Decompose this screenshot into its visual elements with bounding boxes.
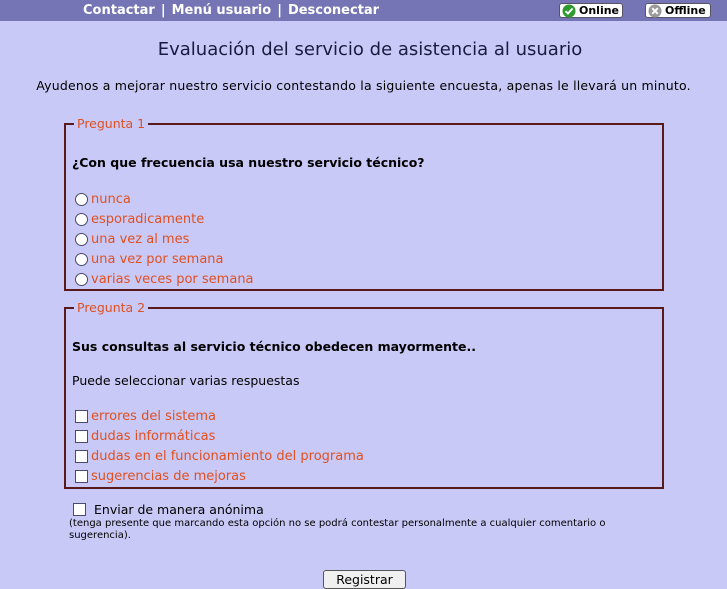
online-label: Online (579, 4, 620, 17)
question-1-legend: Pregunta 1 (77, 116, 146, 131)
offline-button[interactable] (645, 3, 711, 18)
option-label: esporadicamente (91, 212, 205, 227)
checkbox[interactable] (75, 470, 88, 483)
q1-option-una-vez-al-mes[interactable] (75, 232, 189, 247)
option-label: errores del sistema (91, 409, 216, 424)
page-title: Evaluación del servicio de asistencia al usuario (157, 39, 583, 60)
offline-x-icon (648, 4, 662, 18)
checkbox[interactable] (75, 410, 88, 423)
option-label: nunca (91, 192, 131, 207)
q1-option-varias-veces[interactable] (75, 272, 254, 287)
offline-label: Offline (665, 4, 706, 17)
question-2-group (64, 300, 664, 489)
nav-contactar[interactable]: Contactar (83, 3, 155, 18)
option-label: una vez por semana (91, 252, 224, 267)
q2-option-dudas-funcionamiento[interactable] (75, 449, 364, 464)
question-1-text: ¿Con que frecuencia usa nuestro servicio técnico? (72, 155, 425, 170)
q1-option-nunca[interactable] (75, 192, 131, 207)
radio-button[interactable] (75, 253, 88, 266)
nav-separator: | (160, 3, 166, 18)
anonymous-checkbox[interactable] (73, 503, 86, 516)
q1-option-esporadicamente[interactable] (75, 212, 204, 227)
option-label: varias veces por semana (91, 272, 254, 287)
nav-separator: | (277, 3, 282, 18)
option-label: una vez al mes (91, 232, 190, 247)
q2-option-dudas-informaticas[interactable] (75, 429, 215, 444)
option-label: sugerencias de mejoras (91, 469, 246, 484)
anonymous-option[interactable] (73, 502, 264, 517)
question-2-legend: Pregunta 2 (77, 300, 146, 315)
radio-button[interactable] (75, 193, 88, 206)
top-bar (0, 0, 727, 21)
q1-option-una-vez-por-semana[interactable] (75, 252, 224, 267)
question-1-group (64, 116, 664, 291)
radio-button[interactable] (75, 233, 88, 246)
anonymous-note: (tenga presente que marcando esta opción no se podrá contestar personalmente a cualquier comentario o sugerencia). (69, 518, 606, 541)
submit-button[interactable]: Registrar (323, 570, 406, 589)
nav-menu-usuario[interactable]: Menú usuario (171, 3, 272, 18)
option-label: dudas informáticas (91, 429, 216, 444)
question-2-text: Sus consultas al servicio técnico obedecen mayormente.. (72, 339, 476, 354)
online-check-icon (562, 4, 576, 18)
radio-button[interactable] (75, 273, 88, 286)
online-button[interactable] (559, 3, 623, 18)
checkbox[interactable] (75, 450, 88, 463)
q2-option-errores[interactable] (75, 409, 216, 424)
radio-button[interactable] (75, 213, 88, 226)
top-nav (83, 3, 379, 18)
nav-desconectar[interactable]: Desconectar (287, 3, 380, 18)
anonymous-label: Enviar de manera anónima (94, 502, 264, 517)
checkbox[interactable] (75, 430, 88, 443)
option-label: dudas en el funcionamiento del programa (91, 449, 364, 464)
q2-option-sugerencias[interactable] (75, 469, 246, 484)
page-intro: Ayudenos a mejorar nuestro servicio contestando la siguiente encuesta, apenas le llevará un minuto. (36, 78, 691, 93)
question-2-hint: Puede seleccionar varias respuestas (72, 373, 300, 388)
